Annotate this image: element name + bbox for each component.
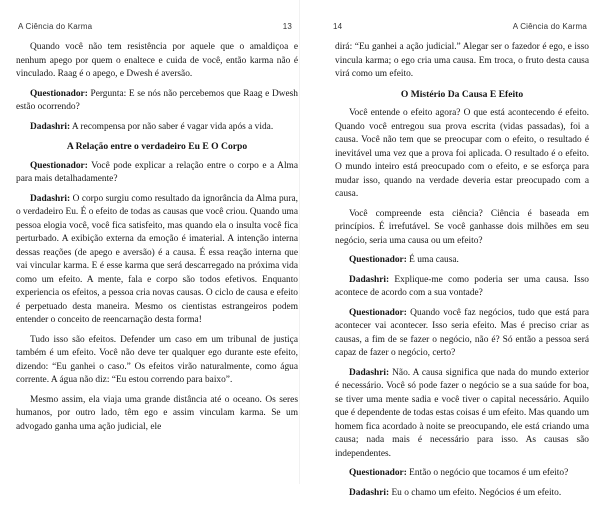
page-gutter: [299, 0, 300, 484]
dialogue-dadashri: [16, 121, 298, 135]
dialogue-dadashri: [335, 367, 589, 462]
dialogue-text: Eu o chamo um efeito. Negócios é um efeito.: [389, 487, 562, 498]
right-page: [313, 0, 589, 498]
speaker-label: Questionador:: [349, 468, 407, 478]
dialogue-questioner: [335, 254, 589, 268]
paragraph: Tudo isso são efeitos. Defender um caso em um tribunal de justiça também é um efeito. Você não deve ter qualquer ego durante este efeito, dizendo: “Eu ganhei o caso.” Os efeitos virão naturalmente, como água corrente. A água não diz: “Eu estou correndo para baixo”.: [16, 334, 298, 385]
dialogue-questioner: [335, 467, 589, 481]
page-number: 13: [282, 22, 292, 31]
right-page-body: [335, 41, 589, 506]
dialogue-text: Então o negócio que tocamos é um efeito?: [406, 468, 569, 478]
speaker-label: Questionador:: [30, 88, 88, 99]
speaker-label: Questionador:: [349, 307, 407, 318]
paragraph: Mesmo assim, ela viaja uma grande distância até o oceano. Os seres humanos, por outro lado, têm ego e assim vinculam karma. Se um advogado ganha uma ação judicial, ele: [16, 394, 298, 432]
speaker-label: Questionador:: [30, 160, 88, 171]
dialogue-text: É uma causa.: [406, 255, 459, 265]
section-heading: A Relação entre o verdadeiro Eu E O Corpo: [66, 141, 248, 152]
speaker-label: Questionador:: [349, 255, 407, 265]
dialogue-text: Você pode explicar a relação entre o corpo e a Alma para mais detalhadamente?: [16, 160, 298, 184]
dialogue-text: Pergunta: E se nós não percebemos que Raag e Dwesh estão ocorrendo?: [16, 88, 298, 112]
paragraph: dirá: “Eu ganhei a ação judicial.” Alegar ser o fazedor é ego, e isso vincula karma; o ego cria uma causa. Em troca, o fruto desta causa virá como um efeito.: [335, 42, 589, 79]
dialogue-text: A recompensa por não saber é vagar vida após a vida.: [70, 121, 274, 132]
dialogue-questioner: [16, 88, 298, 115]
speaker-label: Dadashri:: [30, 193, 71, 204]
dialogue-questioner: [335, 307, 589, 361]
paragraph: Você entende o efeito agora? O que está acontecendo é efeito. Quando você entregou sua prova escrita (vidas passadas), foi a causa. Você não tem que se preocupar com o efeito, o resultado é inevitável uma vez que a prova foi aplicada. O resultado é o efeito. O mundo inteiro está preocupado com o efeito, e se esforça para mudar isso, quando na verdade deveria estar preocupado com a causa.: [335, 108, 589, 199]
right-page-header: [313, 22, 589, 34]
section-heading: O Mistério Da Causa E Efeito: [400, 88, 524, 100]
running-title: A Ciência do Karma: [512, 22, 587, 31]
speaker-label: Dadashri:: [30, 121, 71, 132]
dialogue-dadashri: [335, 487, 589, 501]
dialogue-text: Não. A causa significa que nada do mundo exterior é necessário. Você só pode fazer o negócio se a sua saúde for boa, se tiver uma mente sadia e você tiver o capital necessário. Aquilo que é dependente de todas estas coisas é um efeito. Mas quando um homem fica acordado à noite se preocupando, ele está criando uma causa; nada mais é necessário para isso. As causas são independentes.: [335, 367, 589, 459]
dialogue-dadashri: [16, 193, 298, 328]
dialogue-text: Quando você faz negócios, tudo que está para acontecer vai acontecer. Isso seria efeito. Mas é preciso criar as causas, a fim de se fazer o negócio, não é? Só então a pessoa será capaz de fazer o negócio, certo?: [335, 307, 589, 358]
speaker-label: Dadashri:: [349, 274, 390, 285]
page-number: 14: [333, 22, 343, 31]
left-page: [16, 0, 298, 484]
dialogue-dadashri: [335, 274, 589, 301]
speaker-label: Dadashri:: [349, 367, 390, 378]
running-title: A Ciência do Karma: [18, 22, 93, 31]
left-page-body: [16, 41, 298, 440]
dialogue-text: Explique-me como poderia ser uma causa. Isso acontece de acordo com a sua vontade?: [335, 274, 589, 298]
dialogue-questioner: [16, 160, 298, 187]
paragraph: Quando você não tem resistência por aquele que o amaldiçoa e nenhum apego por quem o enaltece e cuida de você, então karma não é vinculado. Raag é o apego, e Dwesh é aversão.: [16, 42, 298, 79]
paragraph: Você compreende esta ciência? Ciência é baseada em princípios. É irrefutável. Se você ganhasse dois milhões em seu negócio, seria uma causa ou um efeito?: [335, 208, 589, 246]
left-page-header: [16, 22, 298, 34]
dialogue-text: O corpo surgiu como resultado da ignorância da Alma pura, o verdadeiro Eu. É o efeito de todas as causas que você criou. Quando uma pessoa elogia você, você fica satisfeito, mas quando ela o insulta você fica perturbado. A exibição externa da emoção é imaterial. A intenção interna dessas reações (de apego e aversão) é a causa. É essa reação interna que vai vincular karma. E é esse karma que será descarregado na próxima vida como um efeito. A mente, fala e corpo são todos efetivos. Enquanto experiencia os efeitos, a pessoa cria novas causas. O ciclo de causa e efeito é perpetuado desta maneira. Mesmo os cientistas estrangeiros podem entender o conceito de reencarnação desta forma!: [16, 193, 298, 325]
speaker-label: Dadashri:: [349, 487, 390, 498]
